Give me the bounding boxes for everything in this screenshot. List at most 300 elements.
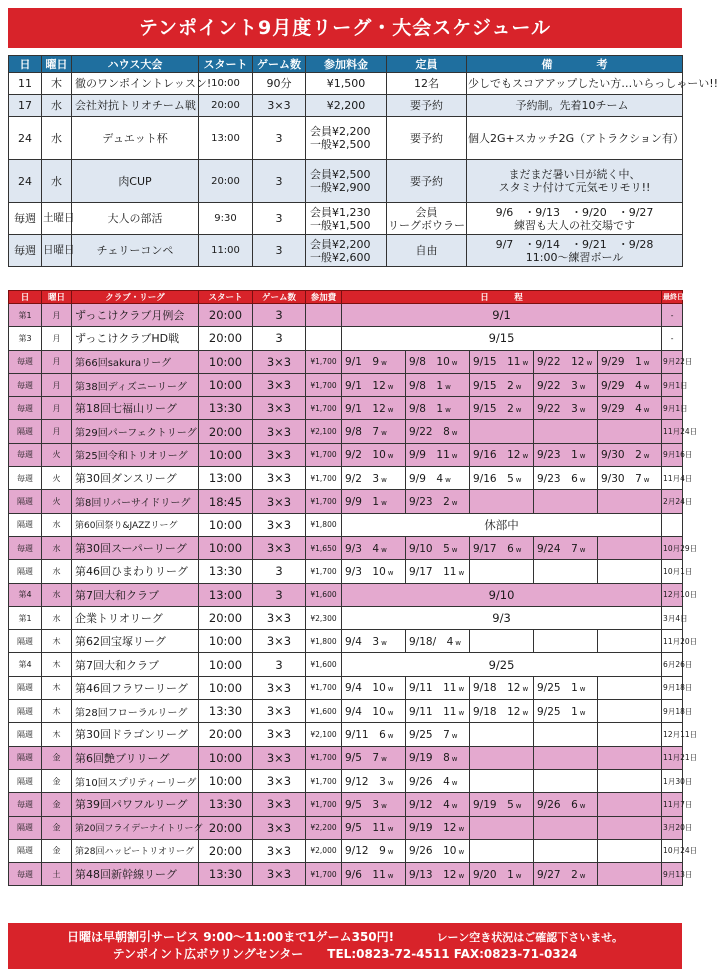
league-date: 9/11 11 xyxy=(409,705,457,718)
league-fee: ¥1,800 xyxy=(306,630,342,653)
league-frequency: 隔週 xyxy=(9,420,42,443)
events-header-cell: スタート xyxy=(199,56,253,73)
event-day: 17 xyxy=(9,95,42,117)
league-week-mark: w xyxy=(643,405,650,414)
league-week-mark: w xyxy=(458,848,465,857)
league-date: 9/29 1 xyxy=(601,356,642,369)
league-last-day: 11月7日 xyxy=(662,793,683,816)
league-last-day: 10月1日 xyxy=(662,560,683,583)
league-name: 第25回令和トリオリーグ xyxy=(72,443,199,466)
league-date-cell xyxy=(470,769,534,792)
league-start: 13:30 xyxy=(199,793,253,816)
event-fee-line1: 会員¥1,230 xyxy=(310,205,371,219)
league-fee: ¥1,700 xyxy=(306,769,342,792)
league-date: 9/12 3 xyxy=(345,775,386,788)
event-note xyxy=(467,95,683,117)
league-fee: ¥1,700 xyxy=(306,397,342,420)
league-week-mark: w xyxy=(451,545,458,554)
league-week-mark: w xyxy=(522,452,529,461)
league-date: 9/22 3 xyxy=(537,379,578,392)
league-date-cell xyxy=(406,700,470,723)
event-fee-line1: 会員¥2,500 xyxy=(310,168,371,181)
league-week-mark: w xyxy=(579,475,586,484)
league-fee: ¥1,600 xyxy=(306,700,342,723)
event-games: 3×3 xyxy=(253,95,306,117)
league-games: 3×3 xyxy=(253,676,306,699)
league-start: 13:30 xyxy=(199,700,253,723)
league-weekday: 月 xyxy=(42,397,72,420)
league-week-mark: w xyxy=(445,405,451,414)
league-date-cell xyxy=(470,420,534,443)
league-week-mark: w xyxy=(387,848,394,857)
league-week-mark: w xyxy=(643,382,650,391)
league-fee: ¥2,300 xyxy=(306,606,342,629)
league-date-cell xyxy=(406,560,470,583)
league-date-cell xyxy=(406,420,470,443)
league-date: 9/3 10 xyxy=(345,565,386,578)
league-date-cell xyxy=(406,769,470,792)
event-name: 会社対抗トリオチーム戦 xyxy=(72,95,199,117)
event-row xyxy=(9,160,683,203)
league-date-cell xyxy=(470,467,534,490)
league-games: 3×3 xyxy=(253,536,306,559)
event-capacity-line2: リーグボウラー xyxy=(388,218,465,232)
league-date-cell xyxy=(470,793,534,816)
league-start: 20:00 xyxy=(199,606,253,629)
league-week-mark: w xyxy=(387,452,394,461)
league-date-cell xyxy=(342,816,406,839)
event-row xyxy=(9,235,683,267)
league-games: 3×3 xyxy=(253,606,306,629)
event-note-line1: 個人2G+スカッチ2G（アトラクション有） xyxy=(468,131,684,145)
league-name: 第48回新幹線リーグ xyxy=(72,863,199,886)
league-date-cell xyxy=(598,723,662,746)
league-date: 9/2 3 xyxy=(345,472,380,485)
league-week-mark: w xyxy=(579,382,586,391)
event-weekday: 水 xyxy=(42,95,72,117)
league-date-cell xyxy=(342,700,406,723)
league-row xyxy=(9,653,683,676)
league-date-cell xyxy=(534,816,598,839)
league-date: 9/15 2 xyxy=(473,402,514,415)
league-weekday: 水 xyxy=(42,560,72,583)
event-capacity xyxy=(387,235,467,267)
league-date: 9/18/ 4 xyxy=(409,635,454,648)
league-week-mark: w xyxy=(387,871,394,880)
league-games: 3×3 xyxy=(253,816,306,839)
league-name: 第20回フライデーナイトリーグ xyxy=(72,816,199,839)
league-weekday: 水 xyxy=(42,513,72,536)
leagues-header-cell: 日 xyxy=(9,291,42,304)
league-row xyxy=(9,863,683,886)
league-date-cell xyxy=(598,467,662,490)
event-start: 11:00 xyxy=(199,235,253,267)
league-date-cell xyxy=(598,769,662,792)
league-week-mark: w xyxy=(643,359,650,368)
league-start: 20:00 xyxy=(199,839,253,862)
league-date: 9/24 7 xyxy=(537,542,578,555)
league-date: 9/23 1 xyxy=(537,449,578,462)
event-note xyxy=(467,235,683,267)
league-date-cell xyxy=(534,723,598,746)
league-date-cell xyxy=(342,397,406,420)
league-row xyxy=(9,327,683,350)
event-fee-line2: 一般¥2,500 xyxy=(310,138,371,151)
event-capacity xyxy=(387,117,467,160)
event-day: 24 xyxy=(9,160,42,203)
league-week-mark: w xyxy=(445,382,451,391)
league-name: 第30回ダンスリーグ xyxy=(72,467,199,490)
event-games: 3 xyxy=(253,117,306,160)
event-capacity-line1: 要予約 xyxy=(410,174,443,188)
league-date-cell xyxy=(598,490,662,513)
league-date: 9/19 5 xyxy=(473,798,514,811)
league-name: 第10回スプリティーリーグ xyxy=(72,769,199,792)
league-row xyxy=(9,769,683,792)
league-date: 9/17 11 xyxy=(409,565,457,578)
league-date-cell xyxy=(342,630,406,653)
league-date-cell xyxy=(342,467,406,490)
league-date-cell xyxy=(534,490,598,513)
league-date-cell xyxy=(406,536,470,559)
league-weekday: 火 xyxy=(42,490,72,513)
league-date-cell xyxy=(470,723,534,746)
leagues-header-cell: 最終日 xyxy=(662,291,683,304)
league-last-day: 11月20日 xyxy=(662,630,683,653)
league-date-cell xyxy=(342,839,406,862)
league-games: 3×3 xyxy=(253,513,306,536)
league-frequency: 隔週 xyxy=(9,560,42,583)
league-last-day: 9月1日 xyxy=(662,373,683,396)
league-date-cell xyxy=(470,676,534,699)
league-row xyxy=(9,513,683,536)
league-start: 10:00 xyxy=(199,769,253,792)
league-date-cell xyxy=(406,863,470,886)
league-date: 9/1 12 xyxy=(345,379,386,392)
league-week-mark: w xyxy=(451,499,458,508)
league-date: 9/10 5 xyxy=(409,542,450,555)
event-fee-line1: 会員¥2,200 xyxy=(310,125,371,138)
event-row xyxy=(9,95,683,117)
event-start: 9:30 xyxy=(199,203,253,235)
league-date-cell xyxy=(598,443,662,466)
league-start: 20:00 xyxy=(199,816,253,839)
event-start: 10:00 xyxy=(199,73,253,95)
league-date: 9/8 7 xyxy=(345,426,380,439)
league-frequency: 隔週 xyxy=(9,816,42,839)
league-date-cell xyxy=(470,490,534,513)
league-date: 9/9 1 xyxy=(345,496,380,509)
event-fee xyxy=(306,73,387,95)
league-week-mark: w xyxy=(387,778,394,787)
league-date: 9/27 2 xyxy=(537,868,578,881)
league-date: 9/4 10 xyxy=(345,705,386,718)
league-last-day: 2月24日 xyxy=(662,490,683,513)
league-date-cell xyxy=(406,443,470,466)
league-date: 9/2 10 xyxy=(345,449,386,462)
league-date: 9/5 11 xyxy=(345,822,386,835)
league-date: 9/23 6 xyxy=(537,472,578,485)
league-single-date: 9/15 xyxy=(342,327,662,350)
league-games: 3×3 xyxy=(253,350,306,373)
event-day: 11 xyxy=(9,73,42,95)
league-name: 第8回リバーサイドリーグ xyxy=(72,490,199,513)
event-note xyxy=(467,203,683,235)
league-date-cell xyxy=(534,700,598,723)
event-capacity xyxy=(387,73,467,95)
league-date: 9/9 11 xyxy=(409,449,450,462)
league-week-mark: w xyxy=(387,685,394,694)
league-date-cell xyxy=(470,630,534,653)
league-date-cell xyxy=(406,839,470,862)
league-date: 9/11 11 xyxy=(409,682,457,695)
event-fee xyxy=(306,203,387,235)
league-date-cell xyxy=(470,746,534,769)
league-games: 3 xyxy=(253,327,306,350)
league-date: 9/4 10 xyxy=(345,682,386,695)
event-games: 3 xyxy=(253,203,306,235)
league-name: 第30回スーパーリーグ xyxy=(72,536,199,559)
league-date: 9/16 12 xyxy=(473,449,521,462)
league-week-mark: w xyxy=(458,871,465,880)
event-row xyxy=(9,73,683,95)
league-games: 3×3 xyxy=(253,700,306,723)
league-weekday: 木 xyxy=(42,653,72,676)
league-name: 第28回フローラルリーグ xyxy=(72,700,199,723)
league-weekday: 木 xyxy=(42,700,72,723)
league-date-cell xyxy=(598,700,662,723)
league-start: 10:00 xyxy=(199,513,253,536)
league-week-mark: w xyxy=(381,359,387,368)
league-week-mark: w xyxy=(643,475,650,484)
league-fee: ¥1,700 xyxy=(306,373,342,396)
league-games: 3×3 xyxy=(253,630,306,653)
league-week-mark: w xyxy=(381,475,387,484)
league-games: 3×3 xyxy=(253,467,306,490)
league-date-cell xyxy=(470,443,534,466)
league-week-mark: w xyxy=(522,685,529,694)
league-date-cell xyxy=(342,490,406,513)
league-date: 9/18 12 xyxy=(473,682,521,695)
league-date-cell xyxy=(598,536,662,559)
league-single-date: 休部中 xyxy=(342,513,662,536)
league-name: 第30回ドラゴンリーグ xyxy=(72,723,199,746)
league-date-cell xyxy=(470,560,534,583)
league-date: 9/6 11 xyxy=(345,868,386,881)
league-last-day: 1月30日 xyxy=(662,769,683,792)
leagues-header-cell: クラブ・リーグ xyxy=(72,291,199,304)
league-row xyxy=(9,630,683,653)
league-date-cell xyxy=(598,373,662,396)
league-date-cell xyxy=(342,676,406,699)
league-date-cell xyxy=(534,630,598,653)
league-start: 10:00 xyxy=(199,630,253,653)
league-week-mark: w xyxy=(579,801,586,810)
event-fee xyxy=(306,95,387,117)
event-note-line1: 少しでもスコアアップしたい方…いらっしゃーい!! xyxy=(468,77,718,90)
league-date-cell xyxy=(406,723,470,746)
league-date: 9/1 12 xyxy=(345,402,386,415)
league-date-cell xyxy=(534,373,598,396)
league-games: 3×3 xyxy=(253,443,306,466)
league-date-cell xyxy=(598,420,662,443)
league-week-mark: w xyxy=(643,452,650,461)
league-last-day: 11月24日 xyxy=(662,420,683,443)
league-date: 9/25 1 xyxy=(537,682,578,695)
league-week-mark: w xyxy=(381,755,387,764)
event-capacity-line1: 12名 xyxy=(414,77,439,90)
league-date-cell xyxy=(534,443,598,466)
event-note xyxy=(467,160,683,203)
league-weekday: 土 xyxy=(42,863,72,886)
league-weekday: 金 xyxy=(42,816,72,839)
league-games: 3×3 xyxy=(253,839,306,862)
league-weekday: 水 xyxy=(42,536,72,559)
league-fee xyxy=(306,327,342,350)
event-fee xyxy=(306,117,387,160)
league-games: 3×3 xyxy=(253,863,306,886)
league-date-cell xyxy=(598,746,662,769)
league-date-cell xyxy=(534,420,598,443)
league-row xyxy=(9,583,683,606)
league-date-cell xyxy=(470,536,534,559)
league-frequency: 毎週 xyxy=(9,397,42,420)
league-date-cell xyxy=(470,700,534,723)
event-fee-line2: 一般¥1,500 xyxy=(310,218,371,232)
league-date-cell xyxy=(406,676,470,699)
league-date-cell xyxy=(406,746,470,769)
league-row xyxy=(9,467,683,490)
event-capacity-line1: 要予約 xyxy=(410,131,443,145)
league-single-date: 9/1 xyxy=(342,304,662,327)
league-date-cell xyxy=(406,490,470,513)
league-weekday: 月 xyxy=(42,304,72,327)
league-date-cell xyxy=(598,560,662,583)
footer-banner xyxy=(8,923,682,969)
league-date: 9/26 10 xyxy=(409,845,457,858)
league-week-mark: w xyxy=(515,871,522,880)
league-frequency: 毎週 xyxy=(9,863,42,886)
league-week-mark: w xyxy=(515,382,522,391)
league-date: 9/30 7 xyxy=(601,472,642,485)
league-games: 3 xyxy=(253,304,306,327)
events-header-cell: 定員 xyxy=(387,56,467,73)
league-name: 第6回艶ブリリーグ xyxy=(72,746,199,769)
league-row xyxy=(9,536,683,559)
event-name: 大人の部活 xyxy=(72,203,199,235)
league-week-mark: w xyxy=(458,568,465,577)
league-date-cell xyxy=(534,350,598,373)
league-fee: ¥1,700 xyxy=(306,443,342,466)
league-week-mark: w xyxy=(458,685,465,694)
league-last-day: 9月1日 xyxy=(662,397,683,420)
league-fee: ¥2,200 xyxy=(306,816,342,839)
event-day: 24 xyxy=(9,117,42,160)
league-last-day: 9月18日 xyxy=(662,700,683,723)
league-name: 第39回パワフルリーグ xyxy=(72,793,199,816)
league-last-day: 9月22日 xyxy=(662,350,683,373)
league-date-cell xyxy=(470,373,534,396)
event-fee-line1: ¥1,500 xyxy=(326,77,366,90)
league-week-mark: w xyxy=(387,405,394,414)
event-fee-line1: ¥2,200 xyxy=(326,99,366,112)
league-fee: ¥2,000 xyxy=(306,839,342,862)
league-week-mark: w xyxy=(381,545,387,554)
league-fee: ¥1,700 xyxy=(306,863,342,886)
league-last-day: 11月21日 xyxy=(662,746,683,769)
league-week-mark: w xyxy=(515,475,522,484)
league-row xyxy=(9,373,683,396)
league-date: 9/20 1 xyxy=(473,868,514,881)
league-frequency: 毎週 xyxy=(9,793,42,816)
league-week-mark: w xyxy=(451,359,458,368)
league-last-day: 3月4日 xyxy=(662,606,683,629)
league-name: 第38回ディズニーリーグ xyxy=(72,373,199,396)
league-start: 20:00 xyxy=(199,304,253,327)
league-date-cell xyxy=(470,350,534,373)
league-last-day: - xyxy=(662,304,683,327)
league-name: 第62回宝塚リーグ xyxy=(72,630,199,653)
league-row xyxy=(9,490,683,513)
league-week-mark: w xyxy=(381,429,387,438)
league-weekday: 金 xyxy=(42,769,72,792)
league-name: 企業トリオリーグ xyxy=(72,606,199,629)
event-note-line2: 練習も大人の社交場です xyxy=(514,218,635,232)
league-frequency: 隔週 xyxy=(9,746,42,769)
event-start: 20:00 xyxy=(199,95,253,117)
league-weekday: 水 xyxy=(42,606,72,629)
league-date: 9/22 12 xyxy=(537,356,585,369)
league-date-cell xyxy=(406,793,470,816)
events-header-cell: 参加料金 xyxy=(306,56,387,73)
event-games: 3 xyxy=(253,235,306,267)
league-fee: ¥1,700 xyxy=(306,746,342,769)
league-weekday: 木 xyxy=(42,723,72,746)
league-week-mark: w xyxy=(579,871,586,880)
league-week-mark: w xyxy=(451,778,458,787)
league-frequency: 毎週 xyxy=(9,373,42,396)
event-weekday: 水 xyxy=(42,160,72,203)
league-date: 9/30 2 xyxy=(601,449,642,462)
events-header-cell: 曜日 xyxy=(42,56,72,73)
league-name: 第7回大和クラブ xyxy=(72,583,199,606)
league-week-mark: w xyxy=(515,801,522,810)
events-header-cell: 備 考 xyxy=(467,56,683,73)
league-single-date: 9/25 xyxy=(342,653,662,676)
league-fee: ¥2,100 xyxy=(306,723,342,746)
leagues-header-cell: ゲーム数 xyxy=(253,291,306,304)
league-date: 9/26 4 xyxy=(409,775,450,788)
league-games: 3×3 xyxy=(253,397,306,420)
league-week-mark: w xyxy=(579,545,586,554)
league-fee: ¥1,650 xyxy=(306,536,342,559)
league-date: 9/1 9 xyxy=(345,356,380,369)
league-date-cell xyxy=(406,630,470,653)
league-date-cell xyxy=(598,630,662,653)
league-week-mark: w xyxy=(458,708,465,717)
league-games: 3×3 xyxy=(253,746,306,769)
league-date-cell xyxy=(598,397,662,420)
league-weekday: 金 xyxy=(42,793,72,816)
league-row xyxy=(9,676,683,699)
league-frequency: 隔週 xyxy=(9,839,42,862)
league-last-day: 6月26日 xyxy=(662,653,683,676)
event-day: 毎週 xyxy=(9,235,42,267)
league-row xyxy=(9,606,683,629)
league-date: 9/29 4 xyxy=(601,379,642,392)
league-start: 13:00 xyxy=(199,467,253,490)
league-date-cell xyxy=(470,863,534,886)
